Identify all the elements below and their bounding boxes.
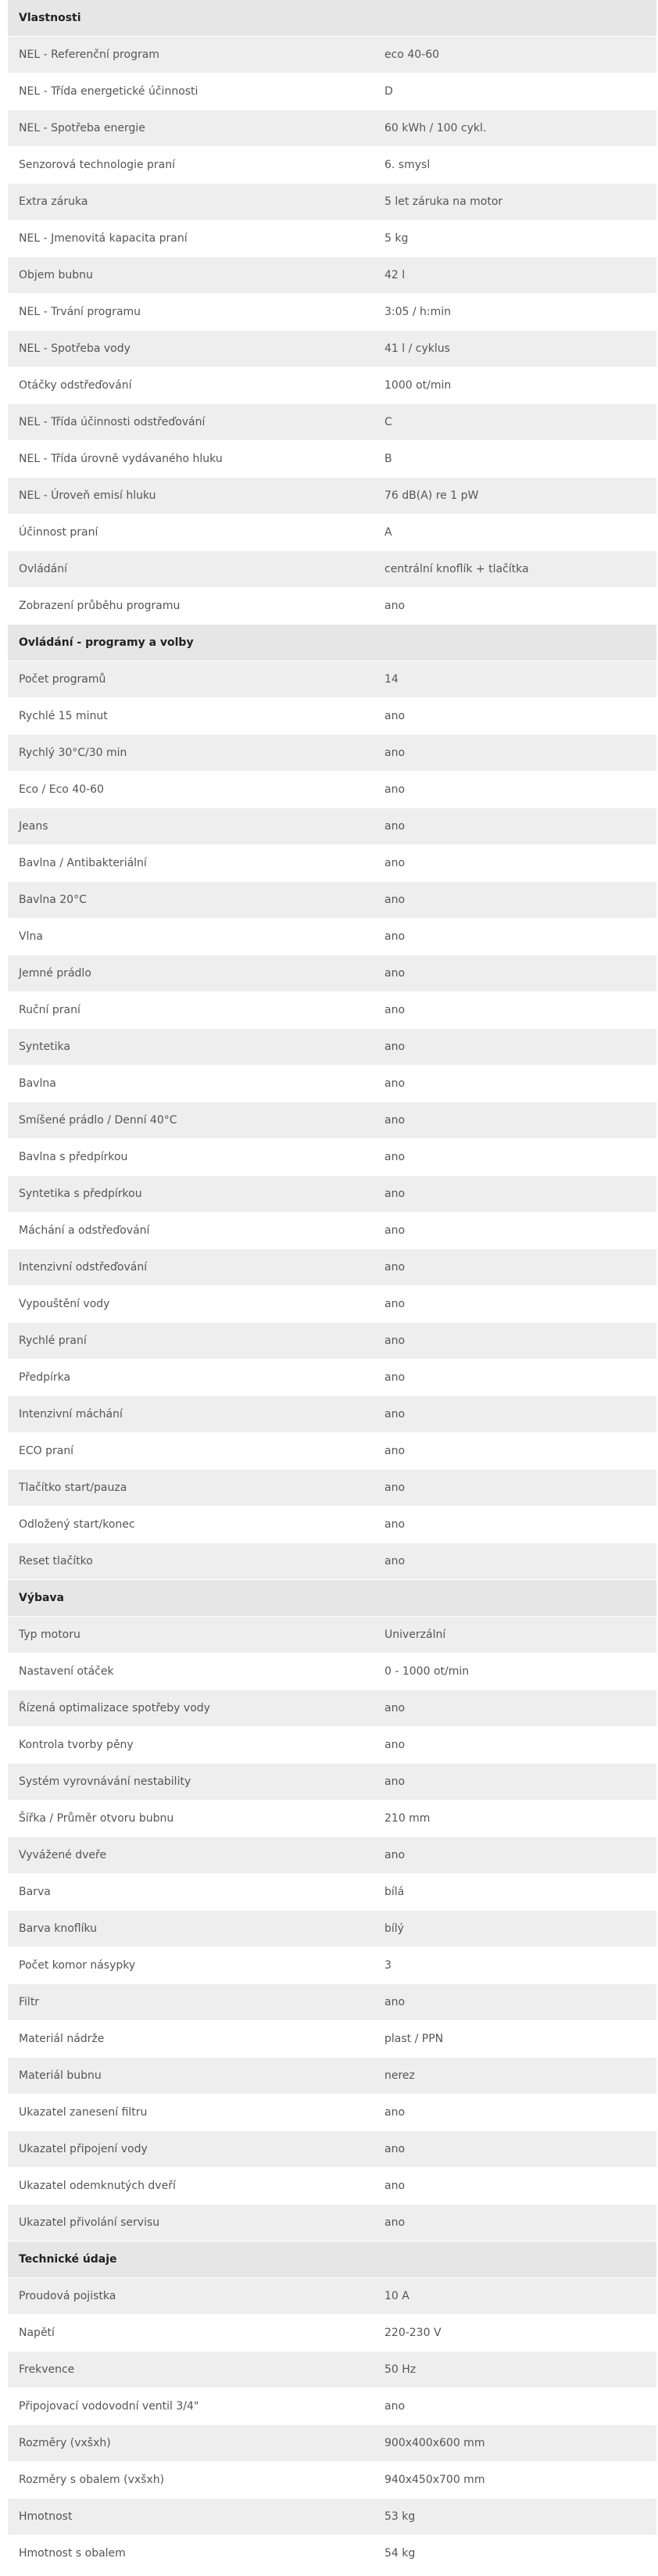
property-label: Smíšené prádlo / Denní 40°C: [19, 1114, 177, 1127]
property-label: Senzorová technologie praní: [19, 159, 176, 171]
property-value: ano: [384, 783, 406, 796]
section-header: [8, 1580, 656, 1617]
table-row: [8, 1543, 656, 1580]
property-label: Rozměry s obalem (vxšxh): [19, 2474, 165, 2486]
property-value: ano: [384, 2106, 406, 2119]
property-value: C: [384, 416, 392, 428]
property-label: Intenzivní odstřeďování: [19, 1261, 148, 1274]
property-value: ano: [384, 1371, 406, 1384]
table-row: [8, 2388, 656, 2425]
property-value: ano: [384, 1151, 406, 1163]
property-label: Šířka / Průměr otvoru bubnu: [19, 1812, 174, 1825]
property-value: ano: [384, 2143, 406, 2155]
property-label: Syntetika: [19, 1041, 70, 1053]
table-row: [8, 661, 656, 698]
property-label: Materiál bubnu: [19, 2069, 102, 2082]
property-label: Extra záruka: [19, 195, 88, 208]
table-row: [8, 404, 656, 441]
table-row: [8, 257, 656, 294]
table-row: [8, 2205, 656, 2241]
property-value: ano: [384, 967, 406, 980]
property-value: 900x400x600 mm: [384, 2437, 485, 2449]
property-value: 210 mm: [384, 1812, 431, 1825]
table-row: [8, 919, 656, 955]
table-row: [8, 2315, 656, 2352]
table-row: [8, 955, 656, 992]
property-value: ano: [384, 1849, 406, 1861]
table-row: [8, 1911, 656, 1947]
spec-table: [8, 0, 656, 2572]
property-label: Nastavení otáček: [19, 1665, 114, 1678]
table-row: [8, 1984, 656, 2021]
table-row: [8, 331, 656, 367]
property-value: ano: [384, 1996, 406, 2008]
property-value: 1000 ot/min: [384, 379, 452, 392]
table-row: [8, 1249, 656, 1286]
property-value: ano: [384, 710, 406, 722]
property-value: ano: [384, 1445, 406, 1457]
table-row: [8, 1653, 656, 1690]
property-label: NEL - Spotřeba energie: [19, 122, 145, 134]
section-title: Vlastnosti: [19, 12, 81, 24]
property-label: ECO praní: [19, 1445, 74, 1457]
property-label: NEL - Referenční program: [19, 48, 159, 61]
property-label: Hmotnost s obalem: [19, 2547, 126, 2560]
property-value: 60 kWh / 100 cykl.: [384, 122, 487, 134]
property-label: Syntetika s předpírkou: [19, 1188, 142, 1200]
table-row: [8, 882, 656, 919]
property-label: Barva: [19, 1886, 51, 1898]
table-row: [8, 1323, 656, 1360]
property-label: NEL - Třída úrovně vydávaného hluku: [19, 453, 223, 465]
property-label: Odložený start/konec: [19, 1518, 135, 1531]
property-label: Máchání a odstřeďování: [19, 1224, 150, 1237]
property-value: ano: [384, 1555, 406, 1567]
property-value: 6. smysl: [384, 159, 431, 171]
table-row: [8, 588, 656, 625]
property-value: ano: [384, 600, 406, 612]
property-label: NEL - Jmenovitá kapacita praní: [19, 232, 188, 245]
property-value: ano: [384, 1481, 406, 1494]
property-label: Ukazatel připojení vody: [19, 2143, 148, 2155]
table-row: [8, 992, 656, 1029]
property-label: Intenzivní máchání: [19, 1408, 123, 1421]
property-value: plast / PPN: [384, 2033, 444, 2045]
property-label: Filtr: [19, 1996, 40, 2008]
property-value: ano: [384, 1114, 406, 1127]
property-label: Rychlé 15 minut: [19, 710, 108, 722]
property-value: ano: [384, 820, 406, 833]
table-row: [8, 1837, 656, 1874]
section-title: Ovládání - programy a volby: [19, 636, 194, 649]
table-row: [8, 2352, 656, 2388]
property-label: Rozměry (vxšxh): [19, 2437, 111, 2449]
table-row: [8, 1764, 656, 1800]
property-value: D: [384, 85, 393, 98]
property-value: ano: [384, 2180, 406, 2192]
table-row: [8, 2278, 656, 2315]
property-label: Jemné prádlo: [19, 967, 91, 980]
property-label: Eco / Eco 40-60: [19, 783, 104, 796]
property-value: A: [384, 526, 392, 539]
property-value: ano: [384, 1518, 406, 1531]
property-value: 14: [384, 673, 399, 686]
table-row: [8, 1507, 656, 1543]
property-value: 42 l: [384, 269, 406, 281]
property-value: 3: [384, 1959, 392, 1972]
property-label: NEL - Spotřeba vody: [19, 342, 131, 355]
property-value: eco 40-60: [384, 48, 440, 61]
table-row: [8, 441, 656, 478]
property-value: 41 l / cyklus: [384, 342, 450, 355]
property-value: ano: [384, 857, 406, 869]
table-row: [8, 2462, 656, 2499]
table-row: [8, 1470, 656, 1507]
property-value: ano: [384, 930, 406, 943]
property-value: 940x450x700 mm: [384, 2474, 485, 2486]
table-row: [8, 184, 656, 220]
property-label: NEL - Třída energetické účinnosti: [19, 85, 198, 98]
table-row: [8, 1433, 656, 1470]
table-row: [8, 1360, 656, 1396]
table-row: [8, 1874, 656, 1911]
table-row: [8, 367, 656, 404]
table-row: [8, 1176, 656, 1213]
property-label: Ruční praní: [19, 1004, 80, 1016]
property-label: Napětí: [19, 2327, 55, 2339]
property-label: Zobrazení průběhu programu: [19, 600, 181, 612]
property-label: NEL - Úroveň emisí hluku: [19, 489, 156, 502]
property-label: Proudová pojistka: [19, 2290, 116, 2302]
property-value: 76 dB(A) re 1 pW: [384, 489, 479, 502]
table-row: [8, 698, 656, 735]
section-header: [8, 625, 656, 661]
property-label: Bavlna: [19, 1077, 56, 1090]
property-label: Otáčky odstřeďování: [19, 379, 132, 392]
table-row: [8, 220, 656, 257]
table-row: [8, 1066, 656, 1102]
table-row: [8, 1690, 656, 1727]
table-row: [8, 1396, 656, 1433]
property-value: 5 kg: [384, 232, 409, 245]
property-value: 3:05 / h:min: [384, 306, 452, 318]
property-label: NEL - Třída účinnosti odstřeďování: [19, 416, 206, 428]
property-label: Jeans: [19, 820, 48, 833]
property-label: Hmotnost: [19, 2510, 73, 2523]
property-label: Rychlé praní: [19, 1335, 87, 1347]
table-row: [8, 1102, 656, 1139]
property-label: Materiál nádrže: [19, 2033, 105, 2045]
table-row: [8, 147, 656, 184]
table-row: [8, 478, 656, 514]
property-value: ano: [384, 747, 406, 759]
property-value: 53 kg: [384, 2510, 416, 2523]
property-value: Univerzální: [384, 1628, 446, 1641]
property-value: ano: [384, 1702, 406, 1714]
property-label: NEL - Trvání programu: [19, 306, 141, 318]
section-title: Technické údaje: [19, 2253, 117, 2266]
property-value: ano: [384, 1739, 406, 1751]
property-label: Vypouštění vody: [19, 1298, 110, 1310]
property-label: Rychlý 30°C/30 min: [19, 747, 127, 759]
table-row: [8, 808, 656, 845]
table-row: [8, 1617, 656, 1653]
table-row: [8, 1286, 656, 1323]
property-value: 10 A: [384, 2290, 409, 2302]
section-title: Výbava: [19, 1592, 65, 1604]
property-value: 5 let záruka na motor: [384, 195, 503, 208]
table-row: [8, 1800, 656, 1837]
property-value: bílá: [384, 1886, 405, 1898]
table-row: [8, 73, 656, 110]
table-row: [8, 110, 656, 147]
table-row: [8, 514, 656, 551]
table-row: [8, 37, 656, 73]
property-label: Ovládání: [19, 563, 68, 575]
property-value: ano: [384, 1224, 406, 1237]
table-row: [8, 1213, 656, 1249]
table-row: [8, 845, 656, 882]
table-row: [8, 2021, 656, 2058]
table-row: [8, 2094, 656, 2131]
property-label: Typ motoru: [19, 1628, 80, 1641]
property-value: ano: [384, 1775, 406, 1788]
property-label: Reset tlačítko: [19, 1555, 93, 1567]
property-label: Tlačítko start/pauza: [19, 1481, 127, 1494]
property-value: bílý: [384, 1922, 404, 1935]
property-label: Objem bubnu: [19, 269, 93, 281]
property-label: Bavlna s předpírkou: [19, 1151, 128, 1163]
property-label: Kontrola tvorby pěny: [19, 1739, 134, 1751]
section-header: [8, 0, 656, 37]
table-row: [8, 294, 656, 331]
property-label: Vyvážené dveře: [19, 1849, 107, 1861]
property-label: Ukazatel zanesení filtru: [19, 2106, 148, 2119]
property-label: Bavlna 20°C: [19, 894, 87, 906]
table-row: [8, 772, 656, 808]
table-row: [8, 551, 656, 588]
property-label: Ukazatel odemknutých dveří: [19, 2180, 176, 2192]
table-row: [8, 2499, 656, 2535]
property-value: ano: [384, 1335, 406, 1347]
property-value: ano: [384, 2400, 406, 2413]
section-header: [8, 2241, 656, 2278]
property-value: ano: [384, 1004, 406, 1016]
property-value: 50 Hz: [384, 2363, 417, 2376]
table-row: [8, 1947, 656, 1984]
table-row: [8, 735, 656, 772]
property-label: Ukazatel přivolání servisu: [19, 2216, 160, 2229]
property-value: ano: [384, 1188, 406, 1200]
property-value: 220-230 V: [384, 2327, 442, 2339]
property-label: Připojovací vodovodní ventil 3/4": [19, 2400, 199, 2413]
property-value: ano: [384, 1298, 406, 1310]
property-value: nerez: [384, 2069, 415, 2082]
table-row: [8, 2131, 656, 2168]
property-value: B: [384, 453, 392, 465]
table-row: [8, 2535, 656, 2572]
property-value: ano: [384, 2216, 406, 2229]
property-value: ano: [384, 894, 406, 906]
property-label: Systém vyrovnávání nestability: [19, 1775, 191, 1788]
property-label: Frekvence: [19, 2363, 75, 2376]
table-row: [8, 2058, 656, 2094]
property-value: 0 - 1000 ot/min: [384, 1665, 470, 1678]
table-row: [8, 1139, 656, 1176]
property-label: Počet komor násypky: [19, 1959, 136, 1972]
property-label: Řízená optimalizace spotřeby vody: [19, 1702, 210, 1714]
property-label: Vlna: [19, 930, 43, 943]
table-row: [8, 1727, 656, 1764]
table-row: [8, 1029, 656, 1066]
property-value: ano: [384, 1261, 406, 1274]
property-label: Bavlna / Antibakteriální: [19, 857, 147, 869]
property-label: Počet programů: [19, 673, 106, 686]
property-value: ano: [384, 1041, 406, 1053]
property-value: centrální knoflík + tlačítka: [384, 563, 529, 575]
property-value: 54 kg: [384, 2547, 416, 2560]
property-value: ano: [384, 1408, 406, 1421]
property-label: Předpírka: [19, 1371, 71, 1384]
table-row: [8, 2425, 656, 2462]
table-row: [8, 2168, 656, 2205]
property-value: ano: [384, 1077, 406, 1090]
property-label: Barva knoflíku: [19, 1922, 98, 1935]
property-label: Účinnost praní: [19, 526, 98, 539]
